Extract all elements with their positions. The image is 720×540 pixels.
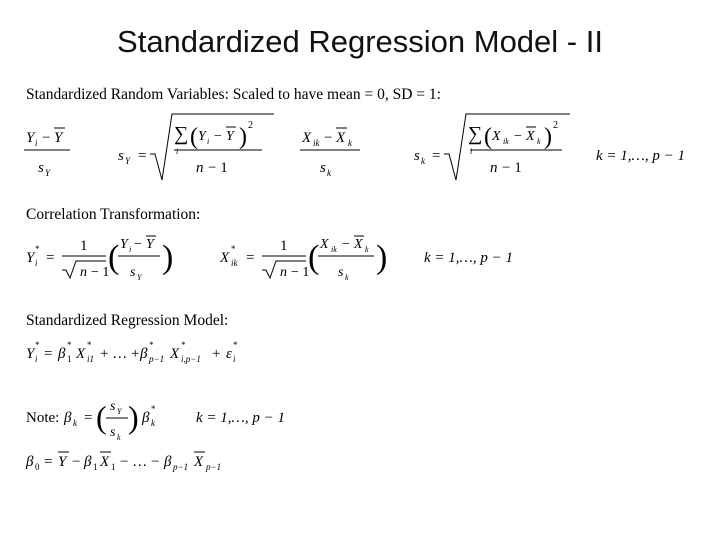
svg-text:i: i (35, 258, 38, 268)
svg-text:Y: Y (26, 250, 35, 266)
svg-text:s: s (110, 425, 116, 440)
svg-text:i1: i1 (87, 354, 95, 364)
svg-text:2: 2 (553, 120, 558, 131)
note-equation (22, 390, 702, 444)
svg-text:Y: Y (146, 237, 154, 252)
svg-text:ik: ik (313, 138, 320, 148)
svg-text:−: − (324, 130, 333, 146)
svg-text:k: k (345, 273, 349, 282)
svg-text:n: n (80, 265, 87, 280)
svg-text:s: s (414, 148, 420, 164)
svg-text:X: X (492, 129, 501, 144)
svg-text:s: s (130, 265, 136, 280)
svg-text:1: 1 (93, 462, 98, 472)
yi-star-definition (26, 236, 173, 282)
svg-text:): ) (376, 239, 388, 276)
svg-text:k: k (73, 418, 77, 428)
heading-correlation-transformation: Correlation Transformation: (26, 206, 201, 223)
standardized-y-fraction (24, 128, 70, 178)
intercept-equation (22, 444, 702, 476)
svg-text:β: β (140, 346, 148, 362)
svg-text:): ) (239, 124, 247, 150)
svg-text:=: = (138, 148, 147, 164)
svg-text:i: i (176, 147, 179, 156)
svg-text:k: k (327, 168, 331, 178)
svg-text:X: X (170, 346, 180, 362)
svg-text:*: * (35, 340, 40, 350)
svg-text:p−1: p−1 (173, 462, 189, 472)
svg-text:*: * (181, 340, 186, 350)
svg-text:Y: Y (120, 237, 128, 252)
standardized-variables-equations (22, 110, 702, 188)
svg-text:X: X (354, 237, 363, 252)
svg-text:(: ( (96, 399, 107, 435)
svg-text:k: k (151, 418, 155, 428)
svg-text:k: k (537, 137, 541, 146)
svg-text:Y: Y (125, 156, 131, 166)
svg-text:=: = (246, 250, 255, 266)
svg-text:Y: Y (26, 346, 35, 362)
svg-text:Y: Y (45, 168, 51, 178)
svg-text:Y: Y (198, 129, 206, 144)
svg-text:−: − (42, 130, 51, 146)
svg-text:s: s (320, 160, 326, 176)
svg-text:i: i (233, 354, 236, 364)
svg-text:*: * (67, 340, 72, 350)
svg-text:∑: ∑ (468, 123, 483, 145)
svg-text:=: = (44, 346, 53, 362)
svg-text:β: β (84, 454, 92, 470)
svg-text:(: ( (108, 239, 120, 276)
svg-text:ik: ik (503, 137, 509, 146)
k-range-2: k = 1,…, p − 1 (424, 250, 513, 266)
svg-text:β: β (164, 454, 172, 470)
svg-text:n: n (490, 160, 498, 176)
svg-text:1: 1 (80, 238, 88, 254)
heading-standardized-regression-model: Standardized Regression Model: (26, 312, 229, 329)
svg-text:*: * (233, 340, 238, 350)
correlation-transformation-equations (22, 228, 702, 288)
standardized-model-equation (22, 336, 702, 370)
svg-text:− … −: − … − (120, 454, 160, 470)
svg-text:β: β (58, 346, 66, 362)
svg-text:p−1: p−1 (206, 462, 222, 472)
svg-text:X: X (194, 454, 204, 470)
svg-text:*: * (231, 244, 236, 254)
svg-text:): ) (162, 239, 174, 276)
svg-text:Y: Y (117, 407, 122, 416)
svg-text:s: s (110, 399, 116, 414)
svg-text:=: = (46, 250, 55, 266)
svg-text:β: β (26, 454, 34, 470)
svg-text:2: 2 (248, 120, 253, 131)
svg-text:X: X (302, 130, 312, 146)
svg-text:+: + (212, 346, 221, 362)
sy-definition (118, 114, 274, 180)
svg-text:k: k (117, 433, 121, 442)
standardized-x-fraction (300, 128, 360, 178)
svg-text:=: = (84, 410, 93, 426)
svg-text:Y: Y (58, 454, 67, 470)
svg-text:β: β (142, 410, 150, 426)
svg-text:Y: Y (137, 273, 142, 282)
svg-text:): ) (128, 399, 139, 435)
svg-text:(: ( (308, 239, 320, 276)
svg-text:1: 1 (111, 462, 116, 472)
svg-text:s: s (338, 265, 344, 280)
svg-text:s: s (118, 148, 124, 164)
svg-text:−: − (514, 129, 522, 144)
svg-text:k: k (348, 138, 352, 148)
svg-text:Y: Y (26, 130, 35, 146)
svg-text:−: − (134, 237, 142, 252)
svg-text:i: i (207, 137, 210, 146)
svg-text:X: X (526, 129, 535, 144)
svg-text:− 1: − 1 (208, 160, 228, 176)
svg-text:− 1: − 1 (502, 160, 522, 176)
svg-text:Y: Y (226, 129, 234, 144)
slide-title: Standardized Regression Model - II (117, 24, 603, 59)
svg-text:∑: ∑ (174, 123, 189, 145)
svg-text:i: i (35, 138, 38, 148)
svg-text:k: k (421, 156, 425, 166)
k-range-3: k = 1,…, p − 1 (196, 410, 285, 426)
svg-text:ik: ik (331, 245, 337, 254)
svg-text:=: = (432, 148, 441, 164)
svg-text:*: * (151, 404, 156, 414)
svg-text:ε: ε (226, 346, 232, 362)
svg-text:s: s (38, 160, 44, 176)
svg-text:*: * (35, 244, 40, 254)
svg-text:*: * (87, 340, 92, 350)
svg-text:=: = (44, 454, 53, 470)
svg-text:− 1: − 1 (91, 265, 110, 280)
svg-text:ik: ik (231, 258, 238, 268)
note-label: Note: (26, 410, 60, 426)
svg-text:k: k (365, 245, 369, 254)
svg-text:n: n (280, 265, 287, 280)
svg-text:+ … +: + … + (100, 346, 140, 362)
heading-standardized-variables: Standardized Random Variables: Scaled to have mean = 0, SD = 1: (26, 86, 441, 103)
svg-text:X: X (220, 250, 230, 266)
svg-text:X: X (336, 130, 346, 146)
svg-text:Y: Y (54, 130, 63, 146)
xik-star-definition (219, 236, 387, 282)
svg-text:*: * (149, 340, 154, 350)
svg-text:i: i (470, 147, 473, 156)
svg-text:(: ( (484, 124, 492, 150)
svg-text:X: X (320, 237, 329, 252)
svg-text:i: i (129, 245, 132, 254)
svg-text:(: ( (190, 124, 198, 150)
svg-text:−: − (72, 454, 81, 470)
svg-text:n: n (196, 160, 204, 176)
svg-text:−: − (214, 129, 222, 144)
svg-text:1: 1 (280, 238, 288, 254)
svg-text:− 1: − 1 (291, 265, 310, 280)
svg-text:β: β (64, 410, 72, 426)
svg-text:i: i (35, 354, 38, 364)
svg-text:): ) (544, 124, 552, 150)
svg-text:0: 0 (35, 462, 40, 472)
k-range-1: k = 1,…, p − 1 (596, 148, 685, 164)
sk-definition (414, 114, 570, 180)
svg-text:i,p−1: i,p−1 (181, 354, 201, 364)
svg-text:X: X (100, 454, 110, 470)
svg-text:p−1: p−1 (149, 354, 165, 364)
svg-text:1: 1 (67, 354, 72, 364)
svg-text:X: X (76, 346, 86, 362)
svg-text:−: − (342, 237, 350, 252)
